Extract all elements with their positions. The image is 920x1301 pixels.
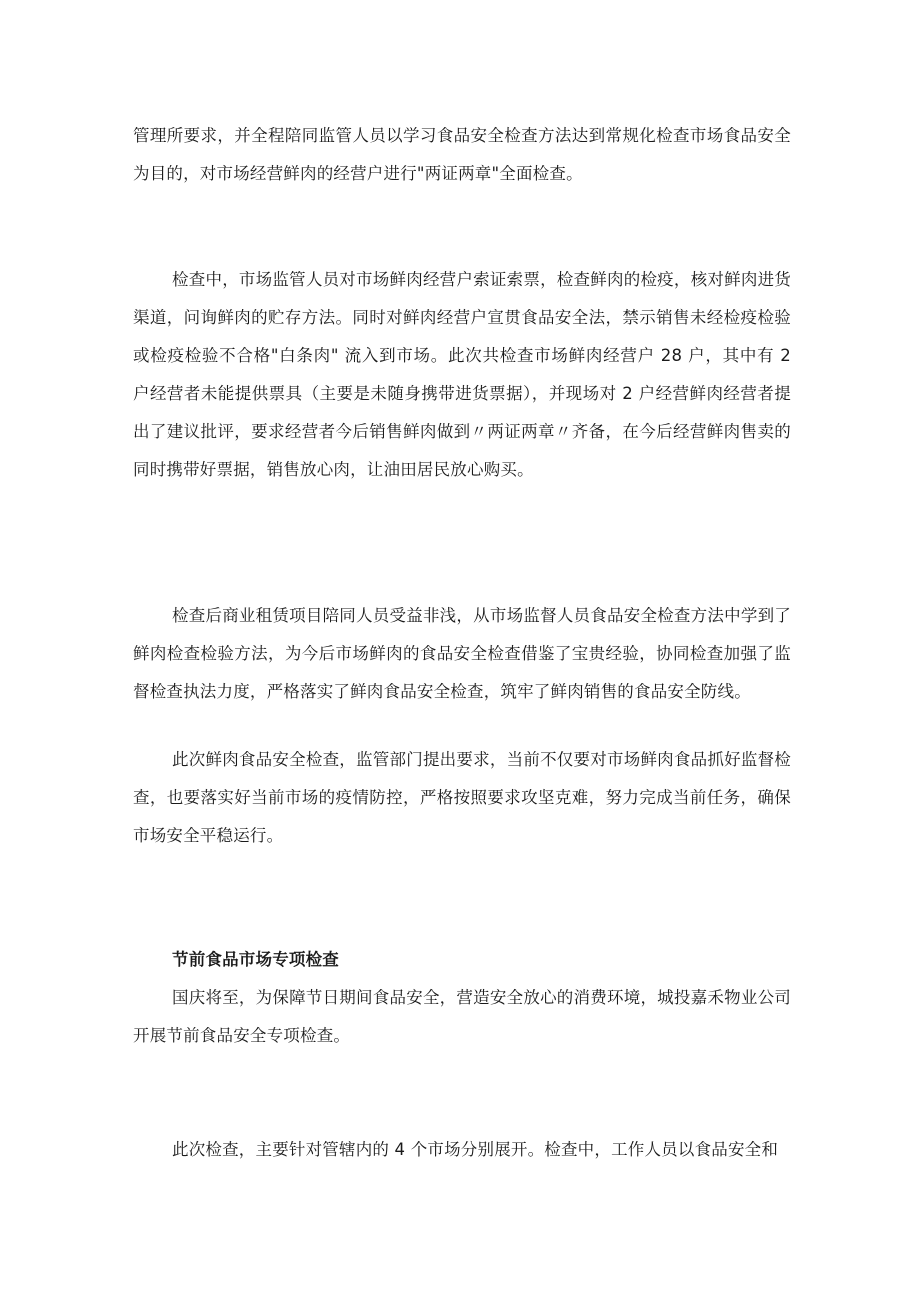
paragraph-continuation: 管理所要求，并全程陪同监管人员以学习食品安全检查方法达到常规化检查市场食品安全为目的，对市场经营鲜肉的经营户进行"两证两章"全面检查。 — [133, 126, 791, 183]
paragraph-holiday: 国庆将至，为保障节日期间食品安全，营造安全放心的消费环境，城投嘉禾物业公司开展节前食品安全专项检查。 — [133, 988, 791, 1045]
paragraph-markets: 此次检查，主要针对管辖内的 4 个市场分别展开。检查中，工作人员以食品安全和 — [172, 1140, 779, 1159]
paragraph-inspection: 检查中，市场监管人员对市场鲜肉经营户索证索票，检查鲜肉的检疫，核对鲜肉进货渠道，问询鲜肉的贮存方法。同时对鲜肉经营户宣贯食品安全法，禁示销售未经检疫检验或检疫检验不合格"白条肉" 流入到市场。此次共检查市场鲜肉经营户 28 户，其中有 2 户经营者未能提供票具（主要是未随身携带进货票据），并现场对 2 户经营鲜肉经营者提出了建议批评，要求经营者今后销售鲜肉做到〃两证两章〃齐备，在今后经营鲜肉售卖的同时携带好票据，销售放心肉，让油田居民放心购买。 — [133, 270, 791, 479]
paragraph-requirements: 此次鲜肉食品安全检查，监管部门提出要求，当前不仅要对市场鲜肉食品抓好监督检查，也要落实好当前市场的疫情防控，严格按照要求攻坚克难，努力完成当前任务，确保市场安全平稳运行。 — [133, 750, 791, 845]
section-heading: 节前食品市场专项检查 — [172, 950, 339, 969]
paragraph-benefit: 检查后商业租赁项目陪同人员受益非浅，从市场监督人员食品安全检查方法中学到了鲜肉检查检验方法，为今后市场鲜肉的食品安全检查借鉴了宝贵经验，协同检查加强了监督检查执法力度，严格落实了鲜肉食品安全检查，筑牢了鲜肉销售的食品安全防线。 — [133, 606, 791, 701]
